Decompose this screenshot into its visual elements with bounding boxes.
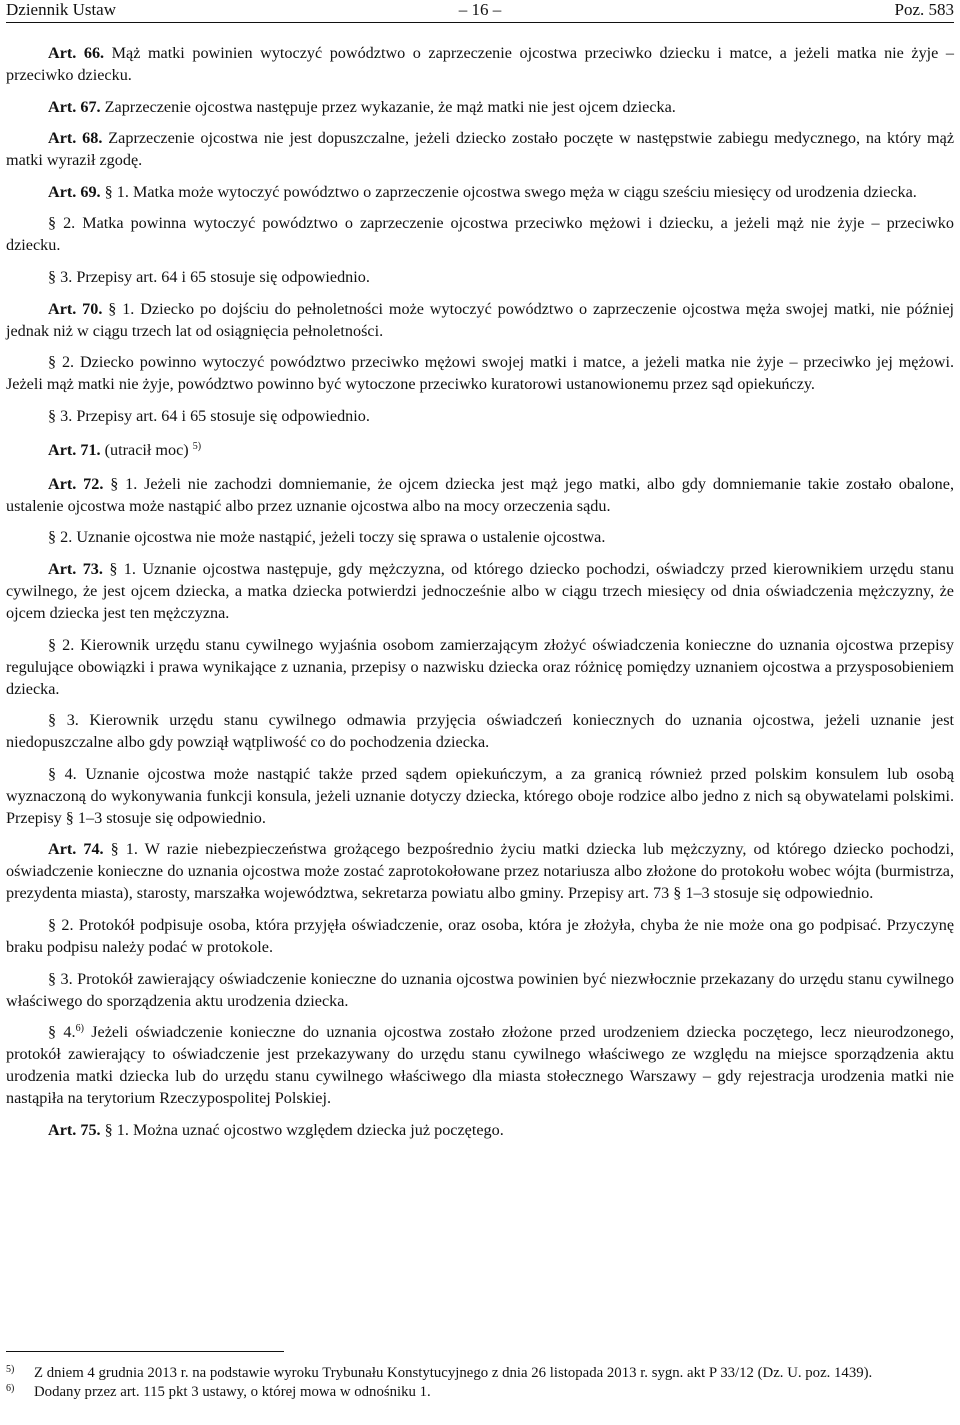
- article-number: Art. 73.: [48, 559, 103, 578]
- paragraph-art-73-3: [6, 709, 954, 753]
- paragraph-text: § 1. Matka może wytoczyć powództwo o zaprzeczenie ojcostwa swego męża w ciągu sześciu miesięcy od urodzenia dziecka.: [100, 182, 917, 201]
- paragraph-art-75-1: [6, 1119, 954, 1141]
- article-number: Art. 69.: [48, 182, 101, 201]
- paragraph-text: § 2. Uznanie ojcostwa nie może nastąpić, jeżeli toczy się sprawa o ustalenie ojcostwa.: [48, 528, 606, 547]
- paragraph-text: § 2. Protokół podpisuje osoba, która przyjęła oświadczenie, oraz osoba, która je złożyła, chyba że nie może ona go podpisać. Przyczynę braku podpisu należy podać w protokole.: [6, 915, 954, 956]
- paragraph-text: § 2. Matka powinna wytoczyć powództwo o zaprzeczenie ojcostwa przeciwko mężowi i dziecku, a jeżeli mąż nie żyje – przeciwko dziecku.: [6, 214, 954, 255]
- paragraph-art-70-1: [6, 298, 954, 342]
- paragraph-art-74-1: [6, 838, 954, 904]
- article-number: Art. 66.: [48, 44, 105, 62]
- article-number: Art. 67.: [48, 97, 101, 116]
- paragraph-text: § 4. Uznanie ojcostwa może nastąpić także przed sądem opiekuńczym, a za granicą również przed polskim konsulem lub osobą wyznaczoną do wykonywania funkcji konsula, jeżeli uznanie dotyczy dziecka, którego oboje rodzice albo jedno z nich są obywatelami polskimi. Przepisy § 1–3 stosuje się odpowiednio.: [6, 764, 954, 827]
- footnote-divider: [6, 1351, 284, 1352]
- paragraph-art-72-2: [6, 526, 954, 548]
- paragraph-art-70-3: [6, 405, 954, 427]
- paragraph-art-69-1: [6, 181, 954, 203]
- paragraph-art-73-4: [6, 763, 954, 829]
- article-number: Art. 71.: [48, 440, 101, 459]
- footnote-mark: 6): [6, 1383, 15, 1394]
- document-body: [6, 42, 954, 1150]
- paragraph-text-continued: Jeżeli oświadczenie konieczne do uznania ojcostwa zostało złożone przed urodzeniem dziecka poczętego, lecz nieurodzonego, protokół zawierający to oświadczenie jest przekazywany do urzędu stanu cywilnego właściwego ze względu na miejsce sporządzenia aktu urodzenia matki dziecka lub do urzędu stanu cywilnego właściwego dla miasta stołecznego Warszawy – gdy rejestracja urodzenia matki nie nastąpiła na terytorium Rzeczypospolitej Polskiej.: [6, 1023, 954, 1108]
- paragraph-text: § 2. Kierownik urzędu stanu cywilnego wyjaśnia osobom zamierzającym złożyć oświadczenia konieczne do uznania ojcostwa przepisy regulujące obowiązki i prawa wynikające z uznania, przepisy o nazwisku dziecka oraz różnicę pomiędzy uznaniem ojcostwa a przysposobieniem dziecka.: [6, 635, 954, 698]
- paragraph-text: § 1. Uznanie ojcostwa następuje, gdy mężczyzna, od którego dziecko pochodzi, oświadczy przed kierownikiem urzędu stanu cywilnego, że jest ojcem dziecka, a matka dziecka potwierdzi jednocześnie albo w ciągu trzech miesięcy od dnia oświadczenia mężczyzny, że ojcem dziecka jest ten mężczyzna.: [6, 559, 954, 622]
- article-number: Art. 68.: [48, 129, 103, 148]
- footnote-text: Dodany przez art. 115 pkt 3 ustawy, o której mowa w odnośniku 1.: [34, 1384, 431, 1400]
- paragraph-art-73-2: [6, 634, 954, 700]
- paragraph-art-74-4: [6, 1021, 954, 1109]
- paragraph-text: § 1. Dziecko po dojściu do pełnoletności może wytoczyć powództwo o zaprzeczenie ojcostwa męża swojej matki, nie później jednak niż w ciągu trzech lat od osiągnięcia pełnoletności.: [6, 299, 954, 340]
- footnotes: [6, 1364, 954, 1402]
- page-number: – 16 –: [458, 0, 502, 19]
- article-number: Art. 74.: [48, 840, 104, 859]
- footnote-ref: 6): [75, 1023, 84, 1035]
- footnote-mark: 5): [6, 1364, 15, 1375]
- journal-name: Dziennik Ustaw: [6, 0, 117, 19]
- paragraph-art-74-3: [6, 968, 954, 1012]
- paragraph-art-69-3: [6, 266, 954, 288]
- paragraph-art-68: [6, 127, 954, 171]
- paragraph-text: (utracił moc): [100, 440, 189, 459]
- paragraph-text: § 2. Dziecko powinno wytoczyć powództwo przeciwko mężowi swojej matki i matce, a jeżeli matka nie żyje – przeciwko jej mężowi. Jeżeli mąż matki nie żyje, powództwo powinno być wytoczone przeciwko kuratorowi ustanowionemu przez sąd opiekuńczy.: [6, 353, 954, 394]
- paragraph-text: § 3. Przepisy art. 64 i 65 stosuje się odpowiednio.: [48, 406, 370, 425]
- footnote-ref: 5): [192, 440, 202, 452]
- paragraph-art-73-1: [6, 558, 954, 624]
- paragraph-text: § 1. Jeżeli nie zachodzi domniemanie, że ojcem dziecka jest mąż jego matki, albo gdy domniemanie takie zostało obalone, ustalenie ojcostwa może nastąpić albo przez uznanie ojcostwa albo na mocy orzeczenia sądu.: [6, 474, 955, 515]
- paragraph-text: Mąż matki powinien wytoczyć powództwo o zaprzeczenie ojcostwa przeciwko dziecku i matce, a jeżeli matka nie żyje – przeciwko dziecku.: [6, 44, 954, 84]
- paragraph-art-72-1: [6, 473, 954, 517]
- paragraph-art-74-2: [6, 914, 954, 958]
- paragraph-art-70-2: [6, 351, 954, 395]
- paragraph-art-69-2: [6, 212, 954, 256]
- article-number: Art. 75.: [48, 1120, 101, 1139]
- article-number: Art. 70.: [48, 299, 103, 318]
- paragraph-art-66: [6, 42, 954, 86]
- paragraph-text: § 3. Kierownik urzędu stanu cywilnego odmawia przyjęcia oświadczeń koniecznych do uznania ojcostwa, jeżeli uznanie jest niedopuszczalne albo gdy powziął wątpliwość co do pochodzenia dziecka.: [6, 711, 954, 752]
- paragraph-text: § 3. Przepisy art. 64 i 65 stosuje się odpowiednio.: [48, 267, 370, 286]
- position-number: Poz. 583: [894, 0, 954, 19]
- footnote-item: [6, 1383, 954, 1402]
- paragraph-text: Zaprzeczenie ojcostwa nie jest dopuszczalne, jeżeli dziecko zostało poczęte w następstwie zabiegu medycznego, na który mąż matki wyraził zgodę.: [6, 129, 955, 170]
- page-header: [6, 0, 954, 23]
- article-number: Art. 72.: [48, 474, 104, 493]
- paragraph-art-67: [6, 96, 954, 118]
- footnote-item: [6, 1364, 954, 1383]
- paragraph-text: Zaprzeczenie ojcostwa następuje przez wykazanie, że mąż matki nie jest ojcem dziecka.: [100, 97, 676, 116]
- paragraph-text: § 1. Można uznać ojcostwo względem dziecka już poczętego.: [100, 1120, 504, 1139]
- footnote-text: Z dniem 4 grudnia 2013 r. na podstawie wyroku Trybunału Konstytucyjnego z dnia 26 listopada 2013 r. sygn. akt P 33/12 (Dz. U. poz. 1439).: [34, 1365, 873, 1381]
- paragraph-text: § 3. Protokół zawierający oświadczenie konieczne do uznania ojcostwa powinien być niezwłocznie przekazany do urzędu stanu cywilnego właściwego do sporządzenia aktu urodzenia dziecka.: [6, 969, 954, 1010]
- paragraph-text: § 4.: [48, 1023, 76, 1042]
- paragraph-text: § 1. W razie niebezpieczeństwa grożącego bezpośrednio życiu matki dziecka lub mężczyzny, od którego dziecko pochodzi, oświadczenie konieczne do uznania ojcostwa może zostać zaprotokołowane przez notariusza albo złożone do protokołu wobec wójta (burmistrza, prezydenta miasta), starosty, marszałka województwa, sekretarza powiatu albo gminy. Przepisy art. 73 § 1–3 stosuje się odpowiednio.: [6, 840, 954, 903]
- paragraph-art-71: [6, 439, 954, 461]
